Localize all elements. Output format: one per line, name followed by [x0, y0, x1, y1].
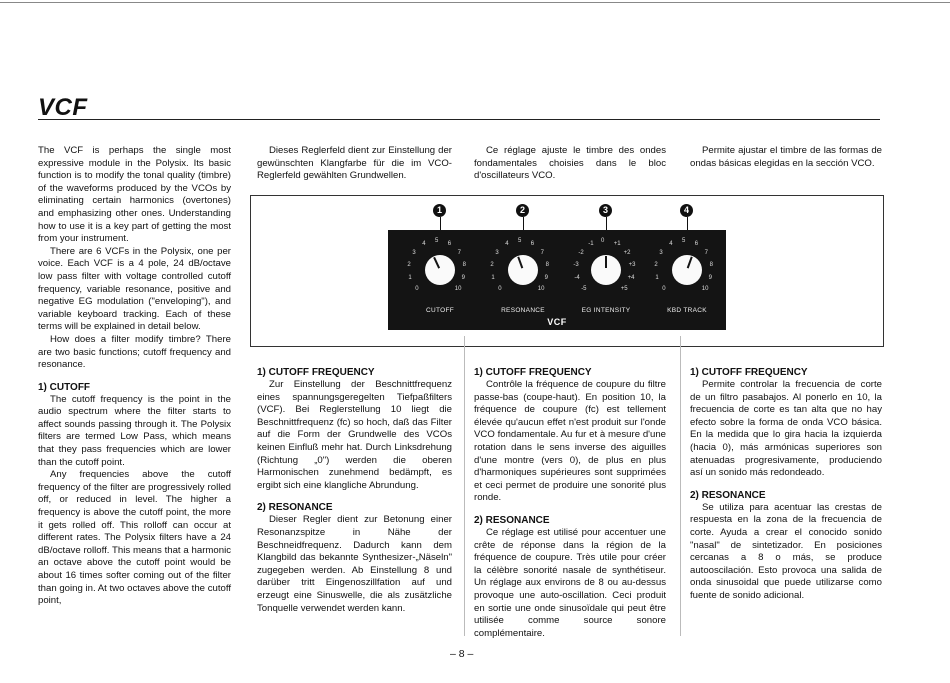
knob-scale-tick: -3 [573, 261, 579, 268]
knob-scale-tick: 1 [491, 274, 495, 281]
knob-scale-tick: 2 [654, 261, 658, 268]
es-intro [690, 145, 882, 170]
page-number: – 8 – [450, 648, 474, 660]
es-heading-resonance: 2) RESONANCE [690, 489, 766, 501]
es-heading-cutoff: 1) CUTOFF FREQUENCY [690, 367, 808, 378]
callout-line [440, 217, 441, 230]
knob-resonance [508, 255, 538, 285]
knob-label: KBD TRACK [667, 307, 707, 314]
title-rule [38, 119, 880, 120]
column-divider [680, 336, 681, 636]
en-heading-cutoff: 1) CUTOFF [38, 381, 91, 393]
page-title: VCF [38, 94, 88, 121]
knob-scale-tick: +4 [627, 274, 635, 281]
knob-scale-tick: 8 [709, 261, 713, 268]
knob-scale-tick: 5 [682, 238, 686, 244]
en-paragraph: How does a filter modify timbre? There are two basic functions; cutoff frequency and resonance. [38, 333, 231, 371]
en-paragraph: Any frequencies above the cutoff frequency of the filter are progressively rolled off, or reduced in level. The higher a frequency is above the cutoff point, the more it gets rolled off. This rolloff can occur at different rates. The Polysix filters have a 24 dB/octave rolloff. This means that a harmonic an octave above the cutoff point would be about 16 times softer coming out of the filter than going in. At two octaves above the cutoff point, [38, 469, 231, 607]
french-column [474, 366, 666, 640]
en-paragraph: There are 6 VCFs in the Polysix, one per voice. Each VCF is a 4 pole, 24 dB/octave low pass filter with voltage controlled cutoff frequency, variable resonance, positive and negative EG modulation ("enveloping"), and variable keyboard tracking. Each of these terms will be explained in detail below. [38, 245, 231, 333]
de-paragraph: Zur Einstellung der Beschnittfrequenz eines spannungsgeregelten Tiefpaßfilters (VCF). Bei Reglerstellung 10 liegt die Beschnittfrequenz (fc) so hoch, daß das Filter auf die Form der Grundwelle des VCOs keinen Einfluß mehr hat. Durch Linksdrehung (Richtung „0") werden die oberen Harmonischen zunehmend bedämpft, es ergibt sich eine klangliche Abrundung. [257, 379, 452, 491]
knob-scale-tick: 3 [412, 249, 416, 256]
knob-scale-tick: 10 [537, 285, 545, 292]
knob-scale-tick: -2 [578, 249, 584, 256]
es-intro-text: Permite ajustar el timbre de las formas de ondas básicas elegidas en la sección VCO. [690, 145, 882, 169]
vcf-panel-illustration [388, 230, 726, 330]
knob-scale-tick: 1 [408, 274, 412, 281]
knob-scale-tick: 5 [518, 238, 522, 244]
fr-paragraph: Ce réglage est utilisé pour accentuer une crête de réponse dans la région de la fréquence de coupure. Très utile pour créer la célèbre sonorité nasale de synthétiseur. Un réglage aux environs de 8 ou au-dessus provoque une auto-oscillation. Ceci produit en sortie une onde sinusoïdale qui peut être utilisée comme source sonore complémentaire. [474, 526, 666, 639]
knob-scale-tick: 9 [708, 274, 712, 281]
knob-scale-tick: 8 [462, 261, 466, 268]
callout-number: 3 [599, 204, 612, 217]
english-column [38, 145, 231, 608]
es-paragraph: Permite controlar la frecuencia de corte de un filtro pasabajos. Al ponerlo en 10, la frecuencia de corte es tan alta que no hay efecto sobre la forma de onda VCO básica. En la medida que lo gira hacia la izquierda (hacia 0), más armónicas superiores son atenuadas progresivamente, produciendo así un sonido más redondeado. [690, 379, 882, 479]
knob-scale-tick: 3 [495, 249, 499, 256]
callout-line [687, 217, 688, 230]
fr-heading-resonance: 2) RESONANCE [474, 514, 550, 526]
knob-label: RESONANCE [501, 307, 545, 314]
fr-intro-text: Ce réglage ajuste le timbre des ondes fondamentales choisies dans le bloc d'oscillateurs VCO. [474, 145, 666, 182]
knob-scale-tick: -5 [581, 285, 587, 292]
knob-label: EG INTENSITY [581, 307, 631, 314]
knob-scale-tick: -1 [588, 241, 594, 248]
es-paragraph: Se utiliza para acentuar las crestas de respuesta en la zona de la frecuencia de corte. Ayuda a crear el conocido sonido "nasal" de sintetizador. En posiciones cercanas a 8 o más, se produce autooscilación. Esto provoca una salida de onda sinusoidal que puede utilizarse como fuente de sonido adicional. [690, 501, 882, 601]
knob-scale-tick: 5 [435, 238, 439, 244]
knob-cutoff [425, 255, 455, 285]
spanish-column [690, 366, 882, 603]
knob-scale-tick: 0 [498, 285, 502, 292]
knob-scale-tick: 7 [540, 249, 544, 256]
knob-scale-tick: -4 [574, 274, 580, 281]
de-heading-cutoff: 1) CUTOFF FREQUENCY [257, 367, 375, 378]
knob-scale-tick: 7 [704, 249, 708, 256]
column-divider [464, 336, 465, 636]
knob-scale-tick: 6 [530, 241, 535, 248]
knob-scale-tick: 6 [694, 241, 699, 248]
knob-scale-tick: 1 [655, 274, 659, 281]
knob-scale-tick: 9 [544, 274, 548, 281]
panel-vcf-label: VCF [547, 317, 567, 327]
knob-scale-tick: 0 [662, 285, 666, 292]
knob-scale-tick: 4 [422, 241, 426, 248]
knob-label: CUTOFF [425, 307, 455, 314]
fr-paragraph: Contrôle la fréquence de coupure du filtre passe-bas (coupe-haut). En position 10, la fréquence de coupure (fc) est tellement élevée qu'aucun effet n'est produit sur l'onde VCO fondamentale. Au fur et à mesure d'une rotation dans le sens inverse des aiguilles d'une montre (vers 0), de plus en plus d'harmoniques supérieures sont supprimées et ceci permet de produire une sonorité plus ronde. [474, 379, 666, 504]
fr-heading-cutoff: 1) CUTOFF FREQUENCY [474, 367, 592, 378]
knob-kbd-track [672, 255, 702, 285]
de-intro-text: Dieses Reglerfeld dient zur Einstellung der gewünschten Klangfarbe für die im VCO-Reglerfeld gewählten Grundwellen. [257, 145, 452, 182]
callout-line [606, 217, 607, 230]
callout-number: 1 [433, 204, 446, 217]
knob-scale-tick: 10 [701, 285, 709, 292]
fr-intro [474, 145, 666, 183]
knob-scale-tick: +3 [628, 261, 636, 268]
knob-scale-tick: +2 [623, 249, 631, 256]
callout-number: 2 [516, 204, 529, 217]
knob-scale-tick: 2 [407, 261, 411, 268]
knob-scale-tick: 4 [505, 241, 509, 248]
german-column [257, 366, 452, 615]
knob-scale-tick: 4 [669, 241, 673, 248]
knob-scale-tick: 7 [457, 249, 461, 256]
de-paragraph: Dieser Regler dient zur Betonung einer Resonanzspitze in Nähe der Beschneidfrequenz. Dadurch kann dem Klangbild das bekannte Synthesizer-„Näseln" zugegeben werden. Ab Einstellung 8 und darüber tritt Eingenoszillfation auf und erzeugt eine Sinuswelle, die als zusätzliche Tonquelle verwendet werden kann. [257, 514, 452, 614]
de-intro [257, 145, 452, 183]
de-heading-resonance: 2) RESONANCE [257, 502, 333, 514]
en-paragraph: The VCF is perhaps the single most expressive module in the Polysix. Its basic function is to modify the tonal quality (timbre) of the waveforms produced by the VCOs by eliminating certain harmonics (overtones) and emphasizing other ones. Understanding how to use it is a key part of getting the most from your instrument. [38, 145, 231, 245]
knob-scale-tick: 8 [545, 261, 549, 268]
knob-scale-tick: 0 [601, 238, 605, 244]
knob-scale-tick: +5 [620, 285, 628, 292]
knob-eg-intensity [591, 255, 621, 285]
knob-scale-tick: 3 [659, 249, 663, 256]
en-paragraph: The cutoff frequency is the point in the audio spectrum where the filter starts to affect sounds passing through it. The Polysix filters are termed Low Pass, which means that they pass frequencies which are lower than the cutoff point. [38, 393, 231, 468]
knob-scale-tick: 0 [415, 285, 419, 292]
callout-number: 4 [680, 204, 693, 217]
top-edge-line [0, 2, 950, 3]
knob-scale-tick: 10 [454, 285, 462, 292]
knob-scale-tick: +1 [613, 241, 621, 248]
knob-scale-tick: 2 [490, 261, 494, 268]
knob-scale-tick: 9 [461, 274, 465, 281]
knob-scale-tick: 6 [447, 241, 452, 248]
callout-line [523, 217, 524, 230]
